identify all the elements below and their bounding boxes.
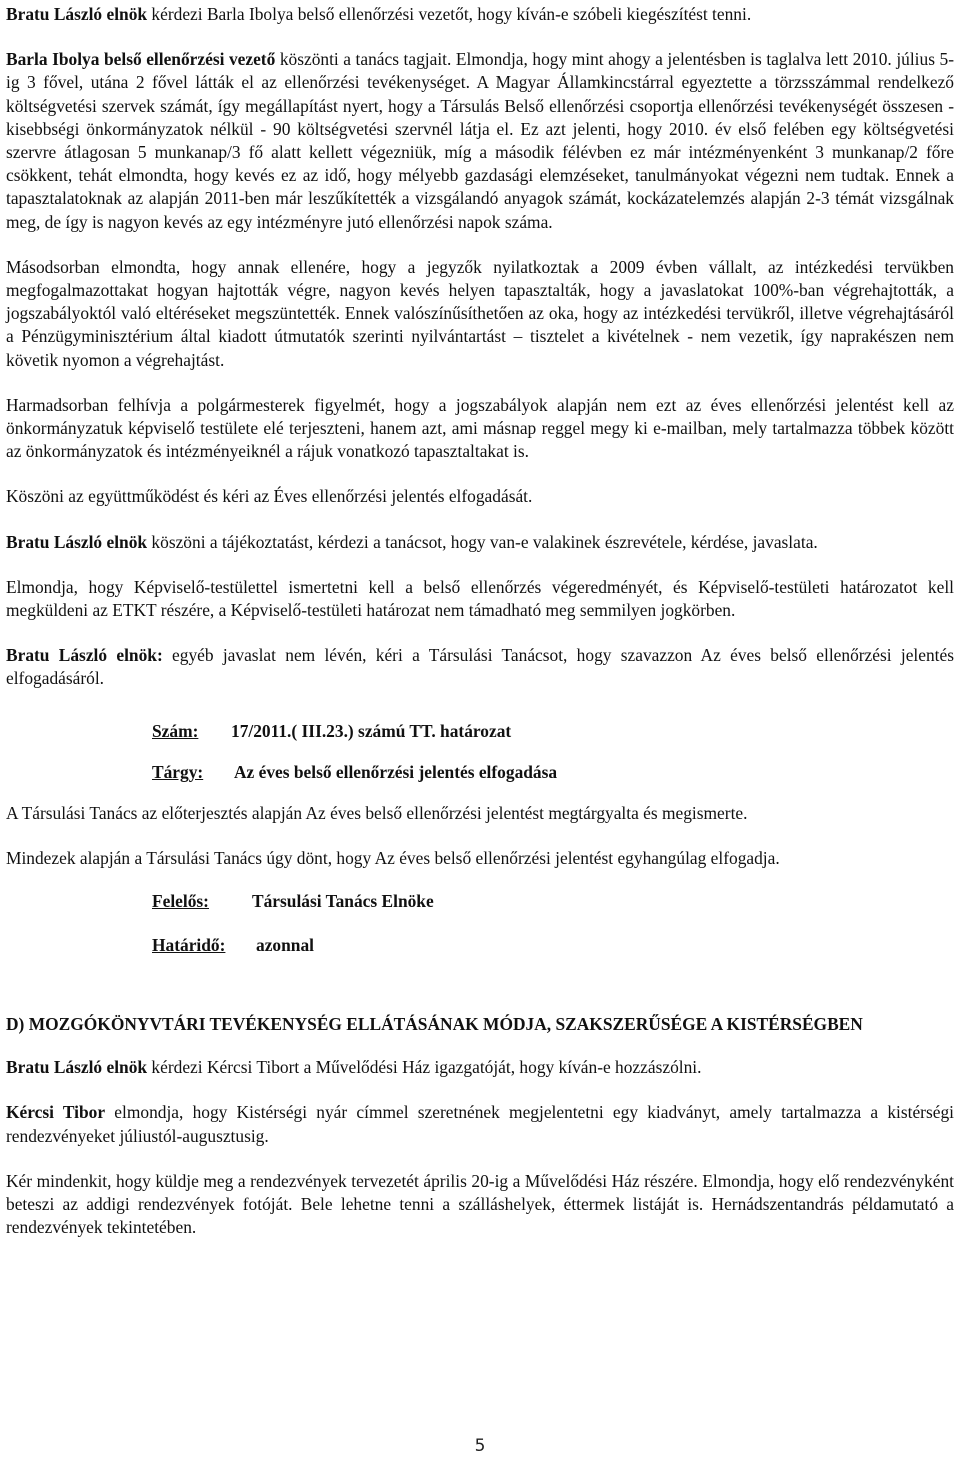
paragraph-text: Kér mindenkit, hogy küldje meg a rendezvények tervezetét április 20-ig a Művelődési Ház részére. Elmondja, hogy elő rendezvényként beteszi az addigi rendezvények fotóját. Bele lehetne tenni a szálláshelyek, éttermek listáját is. Hernádszentandrás példamutató a rendezvények tekintetében. — [6, 1170, 954, 1238]
paragraph-chair-thanks — [6, 531, 954, 554]
deadline-row — [152, 934, 954, 957]
paragraph-section-chair-question — [6, 1056, 954, 1079]
paragraph-text: kérdezi Kércsi Tibort a Művelődési Ház igazgatóját, hogy kíván-e hozzászólni. — [147, 1057, 702, 1078]
resolution-number-label: Szám: — [152, 720, 199, 741]
paragraph-text: köszönti a tanács tagjait. Elmondja, hogy mint ahogy a jelentésben is taglalva lett 2010. július 5-ig 3 fővel, utána 2 fővel látták el az ellenőrzési tevékenységet. A Magyar Államkincstárral egyeztette a törzsszámmal rendelkező költségvetési szervek számát, így megállapítást nyert, hogy a Társulás Belső ellenőrzési csoportja ellenőrzési tevékenységét összesen - kisebbségi önkormányzatok nélkül - 90 költségvetési szervnél látja el. Ez azt jelenti, hogy 2010. év első felében egy költségvetési szervre átlagosan 5 munkanap/3 fő alatt kellett végezniük, míg a második félévben ez már intézményenként 3 munkanap/2 főre csökkent, tehát elmondta, hogy kevés ez az idő, hogy mélyebb gazdasági elemzéseket, tanulmányokat végezni nem tudtak. Ennek a tapasztalatoknak az alapján 2011-ben már leszűkítették a vizsgálandó anyagok számát, kockázatelemzés alapján 2-3 témát vizsgálnak meg, de így is nagyon kevés az egy intézményre jutó ellenőrzési napok száma. — [6, 49, 954, 232]
deadline-label: Határidő: — [152, 934, 226, 955]
resolution-number-row — [152, 720, 954, 743]
speaker-name: Kércsi Tibor — [6, 1102, 106, 1123]
resolution-number-value: 17/2011.( III.23.) számú TT. határozat — [231, 720, 512, 741]
paragraph-text: A Társulási Tanács az előterjesztés alapján Az éves belső ellenőrzési jelentést megtárgyalta és megismerte. — [6, 803, 748, 824]
speaker-name: Bratu László elnök: — [6, 645, 163, 666]
paragraph-second-point — [6, 256, 954, 372]
paragraph-request — [6, 1170, 954, 1240]
speaker-name: Bratu László elnök — [6, 4, 148, 24]
responsible-row — [152, 890, 954, 913]
resolution-subject-value: Az éves belső ellenőrzési jelentés elfogadása — [234, 761, 558, 782]
document-page — [6, 3, 954, 1261]
responsibility-block — [152, 890, 954, 956]
paragraph-kercsi-statement — [6, 1101, 954, 1147]
paragraph-text: kérdezi Barla Ibolya belső ellenőrzési vezetőt, hogy kíván-e szóbeli kiegészítést tenni. — [147, 4, 752, 24]
paragraph-vote-call — [6, 644, 954, 690]
paragraph-text: Mindezek alapján a Társulási Tanács úgy dönt, hogy Az éves belső ellenőrzési jelentést egyhangúlag elfogadja. — [6, 848, 780, 869]
paragraph-third-point — [6, 394, 954, 464]
decision-text-2 — [6, 847, 954, 870]
paragraph-text: Köszöni az együttműködést és kéri az Éves ellenőrzési jelentés elfogadását. — [6, 486, 533, 507]
speaker-name: Bratu László elnök — [6, 531, 148, 552]
paragraph-text: Másodsorban elmondta, hogy annak ellenére, hogy a jegyzők nyilatkoztak a 2009 évben vállalt, az intézkedési tervükben megfogalmazottakat hogyan hajtották végre, nagyon kevés helyen tapasztalták, hogy a javaslatokat 100%-ban végrehajtották, a jogszabályoktól való eltéréseket megszüntették. Ennek valószínűsíthetően az oka, hogy az intézkedési tervükről, illetve végrehajtásáról a Pénzügyminisztérium által kiadott útmutatók szerinti nyilvántartást – tisztelet a kivételnek - nem vezetik, így naprakészen nem követik nyomon a végrehajtást. — [6, 256, 954, 370]
paragraph-internal-audit-report — [6, 48, 954, 234]
paragraph-text: elmondja, hogy Kistérségi nyár címmel szeretnének megjelentetni egy kiadványt, amely tartalmazza a kistérségi rendezvényeket júliustól-augusztusig. — [6, 1102, 954, 1146]
speaker-name: Bratu László elnök — [6, 1057, 148, 1078]
paragraph-chair-question — [6, 3, 954, 26]
paragraph-text: köszöni a tájékoztatást, kérdezi a tanácsot, hogy van-e valakinek észrevétele, kérdése, javaslata. — [147, 531, 818, 552]
speaker-name: Barla Ibolya belső ellenőrzési vezető — [6, 49, 276, 70]
decision-text-1 — [6, 802, 954, 825]
paragraph-thanks — [6, 485, 954, 508]
responsible-label: Felelős: — [152, 891, 209, 912]
paragraph-procedure-note — [6, 576, 954, 622]
paragraph-text: Harmadsorban felhívja a polgármesterek figyelmét, hogy a jogszabályok alapján nem ezt az éves ellenőrzési jelentést kell az önkormányzatuk képviselő testülete elé terjeszteni, hanem azt, ami másnap reggel megy ki e-mailban, mely tartalmazza többek között az önkormányzatok és intézményeiknél a rájuk vonatkozó tapasztaltakat is. — [6, 394, 954, 462]
paragraph-text: Elmondja, hogy Képviselő-testülettel ismertetni kell a belső ellenőrzés végeredményét, és Képviselő-testületi határozatot kell megküldeni az ETKT részére, a Képviselő-testületi határozat nem támadható meg semmilyen jogkörben. — [6, 576, 954, 621]
paragraph-text: egyéb javaslat nem lévén, kéri a Társulási Tanácsot, hogy szavazzon Az éves belső ellenőrzési jelentés elfogadásáról. — [6, 645, 954, 689]
deadline-value: azonnal — [256, 934, 314, 955]
responsible-value: Társulási Tanács Elnöke — [252, 891, 434, 912]
page-number: 5 — [474, 1436, 486, 1456]
resolution-subject-label: Tárgy: — [152, 761, 204, 782]
resolution-subject-row — [152, 761, 954, 784]
resolution-header — [152, 720, 954, 784]
section-heading: D) MOZGÓKÖNYVTÁRI TEVÉKENYSÉG ELLÁTÁSÁNAK MÓDJA, SZAKSZERŰSÉGE A KISTÉRSÉGBEN — [6, 1013, 863, 1034]
